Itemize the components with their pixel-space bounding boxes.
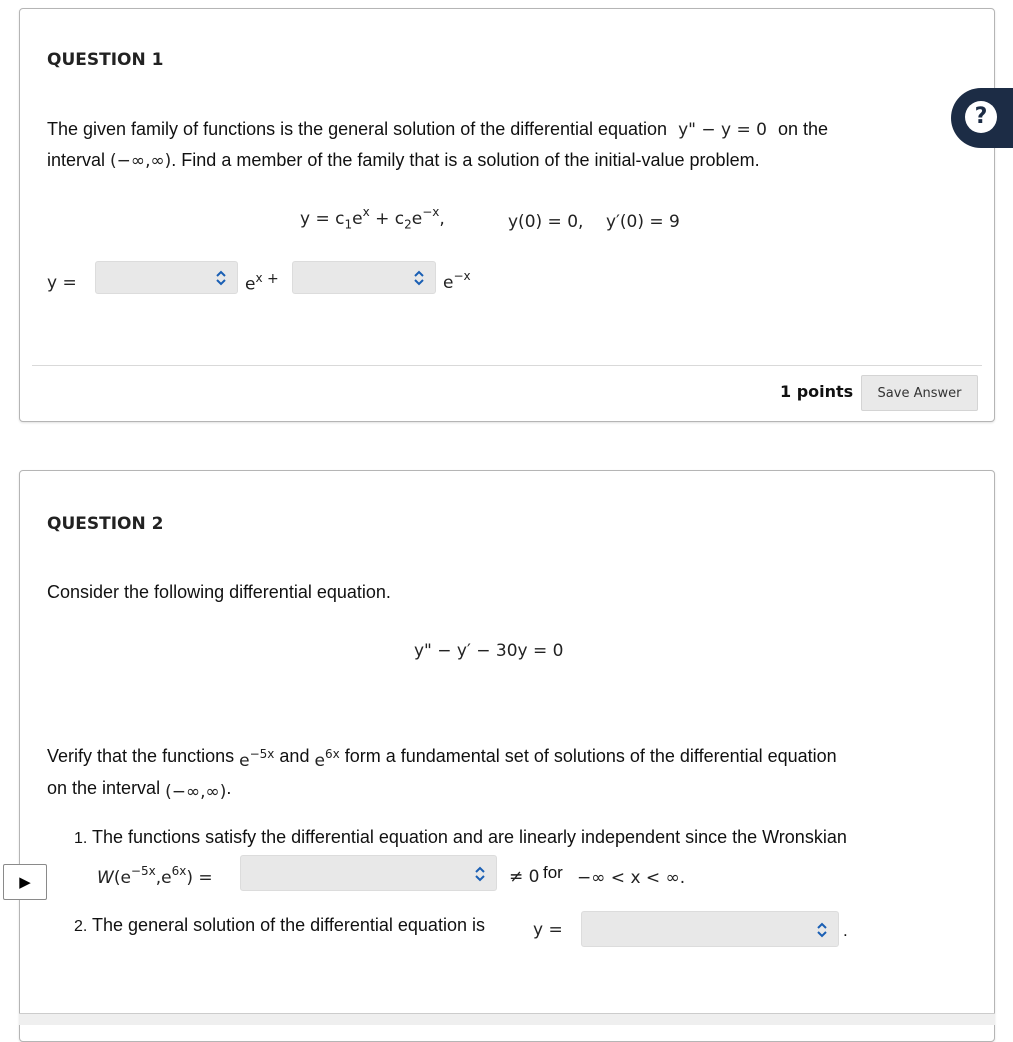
- function-e-neg5x: $e^{-5x}$: [239, 747, 275, 771]
- interval-math: (−∞,∞): [110, 151, 172, 171]
- prompt-text: The given family of functions is the general solution of the differential equation: [47, 119, 668, 139]
- e-negx-term: $e^{-x}$: [443, 269, 471, 293]
- x-range: −∞ < x < ∞.: [577, 868, 686, 888]
- verify-text: Verify that the functions: [47, 746, 235, 766]
- item-2-text: The general solution of the differential equation is: [92, 915, 485, 935]
- question-mark-icon: ?: [965, 101, 997, 133]
- wronskian-dropdown[interactable]: [240, 855, 497, 891]
- question-2-card: [19, 470, 995, 1042]
- verify-text-2: form a fundamental set of solutions of the differential equation: [344, 746, 837, 766]
- play-triangle-icon: ▶: [19, 874, 31, 891]
- prompt-text-interval: interval: [47, 150, 106, 170]
- for-text: for: [543, 863, 563, 882]
- updown-chevron-icon: [474, 865, 486, 883]
- list-item-1: [74, 827, 847, 848]
- verify-line-1: [47, 741, 947, 773]
- updown-chevron-icon: [413, 269, 425, 287]
- c2-dropdown[interactable]: [292, 261, 436, 294]
- question-2-title: QUESTION 2: [47, 514, 164, 534]
- question-1-prompt: [47, 114, 937, 146]
- list-item-2: [74, 915, 485, 936]
- initial-condition-1: y(0) = 0,: [508, 212, 584, 232]
- question-1-card: [19, 8, 995, 422]
- updown-chevron-icon: [816, 921, 828, 939]
- side-panel-toggle[interactable]: [3, 864, 47, 900]
- on-interval-text: on the interval: [47, 778, 161, 798]
- and-text: and: [279, 746, 310, 766]
- initial-condition-2: y′(0) = 9: [606, 212, 680, 232]
- help-button[interactable]: [951, 88, 1013, 148]
- next-card-edge: [19, 1013, 995, 1025]
- item-1-number: 1.: [74, 830, 88, 847]
- ode-equation: y" − y′ − 30y = 0: [414, 641, 564, 661]
- c1-dropdown[interactable]: [95, 261, 238, 294]
- family-equation: $y = c_1e^x + c_2e^{-x}$,: [300, 205, 445, 232]
- end-period: .: [843, 921, 848, 940]
- function-e-6x: $e^{6x}$: [314, 747, 340, 771]
- question-2-intro: Consider the following differential equation.: [47, 582, 391, 602]
- general-solution-y-label: y =: [533, 920, 563, 940]
- ex-plus-term: $e^x$ +: [245, 271, 279, 295]
- answer-y-label: y =: [47, 273, 77, 293]
- ode-inline: y" − y = 0: [678, 120, 767, 140]
- question-1-title: QUESTION 1: [47, 50, 164, 70]
- prompt-text-on-the: on the: [777, 119, 829, 139]
- question-1-prompt-line2: [47, 145, 937, 177]
- points-label: 1 points: [780, 382, 854, 401]
- interval-math: (−∞,∞): [165, 782, 227, 802]
- general-solution-dropdown[interactable]: [581, 911, 839, 947]
- wronskian-expression: $W(e^{-5x},e^{6x})$ =: [97, 864, 213, 888]
- item-2-number: 2.: [74, 918, 88, 935]
- divider: [32, 365, 982, 366]
- save-answer-button[interactable]: Save Answer: [861, 375, 978, 411]
- verify-line-2: on the interval (−∞,∞).: [47, 778, 232, 802]
- prompt-text-find: . Find a member of the family that is a solution of the initial-value problem.: [171, 150, 760, 170]
- not-equal-zero: ≠ 0: [509, 867, 540, 887]
- item-1-text: The functions satisfy the differential equation and are linearly independent since the Wronskian: [92, 827, 847, 847]
- updown-chevron-icon: [215, 269, 227, 287]
